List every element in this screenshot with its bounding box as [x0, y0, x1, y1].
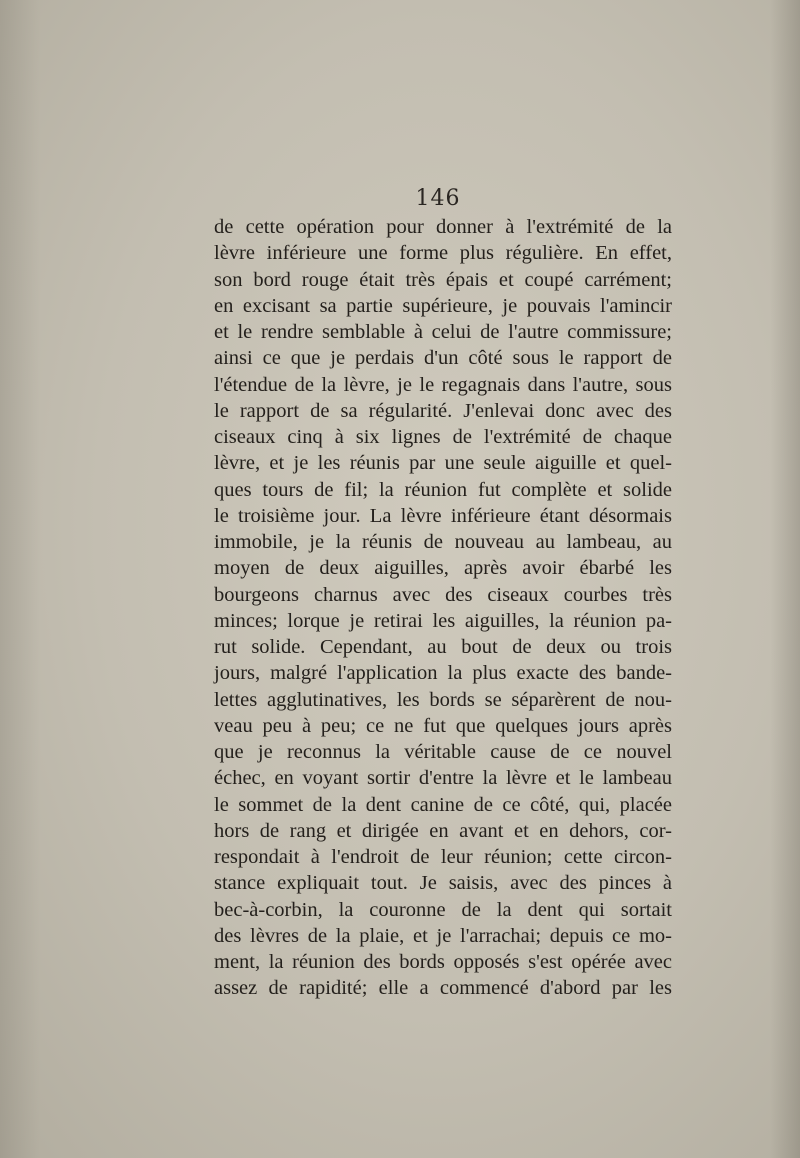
text-line: bec-à-corbin, la couronne de la dent qui sortait — [214, 898, 672, 921]
text-line: rut solide. Cependant, au bout de deux ou trois — [214, 636, 672, 658]
text-line: le rapport de sa régularité. J'enlevai donc avec des — [214, 399, 672, 422]
text-line: le troisième jour. La lèvre inférieure étant désormais — [214, 504, 672, 527]
text-line: de cette opération pour donner à l'extrémité de la — [214, 216, 672, 238]
text-line: lèvre, et je les réunis par une seule aiguille et quel- — [214, 452, 672, 475]
text-line: ainsi ce que je perdais d'un côté sous le rapport de — [214, 347, 672, 370]
text-line: bourgeons charnus avec des ciseaux courbes très — [214, 583, 672, 606]
text-line: minces; lorque je retirai les aiguilles, la réunion pa- — [214, 609, 672, 632]
text-line: le sommet de la dent canine de ce côté, qui, placée — [214, 793, 672, 816]
text-line: en excisant sa partie supérieure, je pouvais l'amincir — [214, 294, 672, 317]
text-line: respondait à l'endroit de leur réunion; cette circon- — [214, 846, 672, 868]
text-line: lèvre inférieure une forme plus régulière. En effet, — [214, 242, 672, 265]
text-line: lettes agglutinatives, les bords se séparèrent de nou- — [214, 688, 672, 711]
text-line: et le rendre semblable à celui de l'autre commissure; — [214, 321, 672, 343]
page-shadow-left — [0, 0, 40, 1158]
text-line: échec, en voyant sortir d'entre la lèvre et le lambeau — [214, 767, 672, 790]
text-line: ques tours de fil; la réunion fut complète et solide — [214, 478, 672, 501]
text-line: hors de rang et dirigée en avant et en dehors, cor- — [214, 819, 672, 842]
text-line: son bord rouge était très épais et coupé carrément; — [214, 268, 672, 291]
text-line: veau peu à peu; ce ne fut que quelques jours après — [214, 714, 672, 737]
page-number: 146 — [415, 186, 461, 211]
text-line: des lèvres de la plaie, et je l'arrachai; depuis ce mo- — [214, 924, 672, 947]
text-line: stance expliquait tout. Je saisis, avec des pinces à — [214, 872, 672, 895]
text-line: moyen de deux aiguilles, après avoir ébarbé les — [214, 557, 672, 580]
page-shadow-right — [770, 0, 800, 1158]
text-line: l'étendue de la lèvre, je le regagnais dans l'autre, sous — [214, 373, 672, 396]
text-line: ment, la réunion des bords opposés s'est opérée avec — [214, 951, 672, 973]
text-line: immobile, je la réunis de nouveau au lambeau, au — [214, 531, 672, 553]
text-line: ciseaux cinq à six lignes de l'extrémité de chaque — [214, 426, 672, 448]
body-text — [214, 214, 672, 1002]
text-line: que je reconnus la véritable cause de ce nouvel — [214, 741, 672, 763]
text-line: jours, malgré l'application la plus exacte des bande- — [214, 662, 672, 685]
text-line: assez de rapidité; elle a commencé d'abord par les — [214, 977, 672, 1000]
